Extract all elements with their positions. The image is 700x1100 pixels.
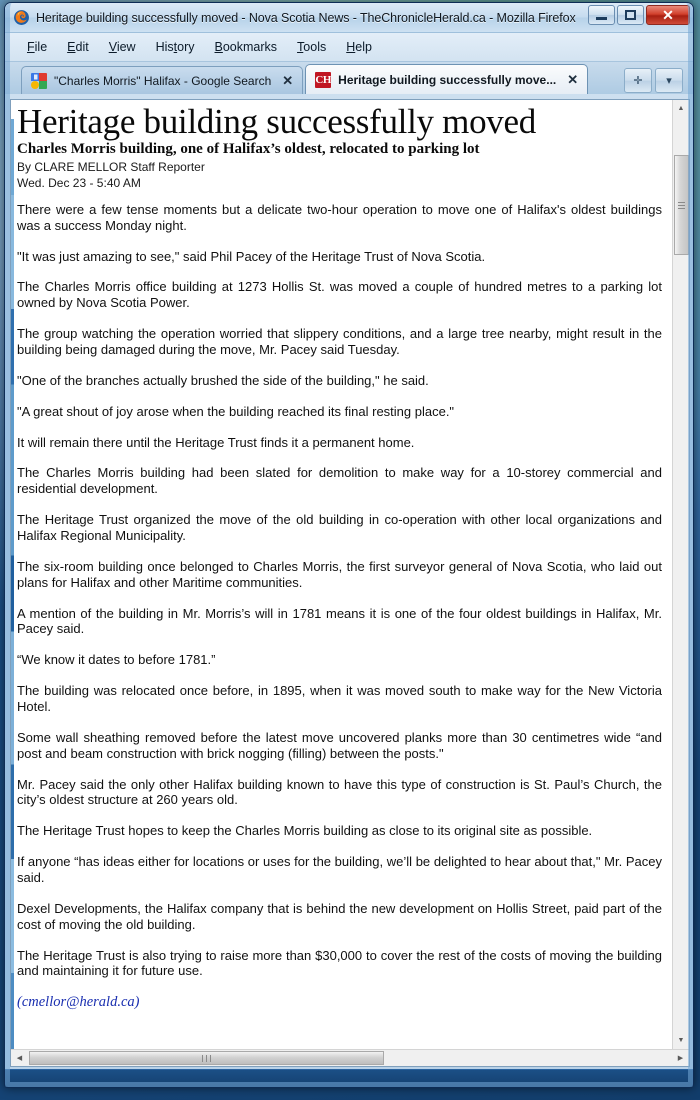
tab-chronicle-herald[interactable]: [305, 64, 588, 94]
article-paragraph: The Charles Morris office building at 1273 Hollis St. was moved a couple of hundred metres to a parking lot owned by Nova Scotia Power.: [17, 279, 662, 311]
tab-strip: [5, 62, 693, 94]
author-email-link[interactable]: (cmellor@herald.ca): [17, 994, 140, 1011]
maximize-icon: [625, 10, 636, 20]
chronicle-herald-favicon: CH: [315, 73, 331, 86]
article-paragraph: “We know it dates to before 1781.”: [17, 652, 216, 668]
tab-close-icon[interactable]: ✕: [567, 72, 579, 87]
horizontal-scroll-thumb[interactable]: [29, 1051, 384, 1065]
maximize-button[interactable]: [617, 5, 644, 25]
article-paragraph: The six-room building once belonged to Charles Morris, the first surveyor general of Nova Scotia, who laid out plans for Halifax and other Maritime communities.: [17, 558, 662, 590]
menu-item-view[interactable]: View: [108, 40, 136, 54]
menu-item-edit[interactable]: Edit: [67, 40, 89, 54]
scroll-down-button[interactable]: [673, 1032, 689, 1049]
article-paragraph: The Heritage Trust organized the move of the old building in co-operation with other local organizations and Halifax Regional Municipality.: [17, 512, 662, 544]
article-paragraph: Mr. Pacey said the only other Halifax building known to have this type of construction is St. Paul’s Church, the city’s oldest structure at 260 years old.: [17, 776, 662, 808]
menu-item-file[interactable]: File: [27, 40, 48, 54]
menu-item-tools[interactable]: Tools: [297, 40, 327, 54]
article-paragraph: "One of the branches actually brushed the side of the building," he said.: [17, 372, 429, 388]
triangle-down-icon: ▼: [677, 1037, 685, 1044]
browser-content-area: [10, 99, 690, 1067]
grip-icon: [201, 1055, 213, 1062]
tab-label: "Charles Morris" Halifax - Google Search: [54, 73, 272, 88]
title-bar[interactable]: [5, 3, 693, 33]
article-paragraph: It will remain there until the Heritage Trust finds it a permanent home.: [17, 434, 415, 450]
horizontal-scrollbar[interactable]: [11, 1049, 689, 1066]
close-icon: ✕: [662, 7, 674, 23]
article-paragraph: If anyone “has ideas either for locations or uses for the building, we’ll be delighted to hear about that," Mr. Pacey said.: [17, 854, 662, 886]
article-paragraph: The Heritage Trust hopes to keep the Charles Morris building as close to its original site as possible.: [17, 823, 593, 839]
close-button[interactable]: [646, 5, 690, 25]
vertical-scroll-thumb[interactable]: [674, 155, 689, 255]
article-byline: By CLARE MELLOR Staff Reporter: [17, 160, 205, 175]
vertical-scrollbar[interactable]: [672, 100, 689, 1049]
text-selection-stripe: [11, 100, 14, 1049]
google-favicon: [31, 73, 47, 89]
triangle-right-icon: ▶: [677, 1055, 684, 1062]
article-paragraph: There were a few tense moments but a delicate two-hour operation to move one of Halifax's oldest buildings was a success Monday night.: [17, 201, 662, 233]
article-paragraph: The Charles Morris building had been slated for demolition to make way for a 10-storey commercial and residential development.: [17, 465, 662, 497]
article-paragraph: "A great shout of joy arose when the building reached its final resting place.": [17, 403, 455, 419]
article-body: [17, 202, 662, 1012]
article-paragraph: The Heritage Trust is also trying to raise more than $30,000 to cover the rest of the costs of moving the building and maintaining it for future use.: [17, 947, 662, 979]
article-paragraph: Dexel Developments, the Halifax company that is behind the new development on Hollis Street, paid part of the cost of moving the old building.: [17, 900, 662, 932]
menu-item-help[interactable]: Help: [346, 40, 372, 54]
menu-bar: [5, 33, 693, 62]
article-paragraph: Some wall sheathing removed before the latest move uncovered planks more than 30 centimetres wide “and post and beam construction with brick nogging (filling) between the posts.": [17, 729, 662, 761]
scroll-right-button[interactable]: [672, 1050, 689, 1066]
tab-strip-tools: [621, 68, 693, 94]
grip-icon: [678, 200, 685, 211]
content-row: [11, 100, 689, 1049]
page-title: Heritage building successfully moved: [17, 102, 536, 141]
chevron-down-icon: ▾: [666, 75, 672, 87]
minimize-button[interactable]: [588, 5, 615, 25]
article-paragraph: "It was just amazing to see," said Phil Pacey of the Heritage Trust of Nova Scotia.: [17, 248, 486, 264]
browser-window: [4, 2, 694, 1088]
new-tab-button[interactable]: [624, 68, 652, 93]
triangle-up-icon: ▲: [677, 105, 685, 112]
minimize-icon: [596, 17, 607, 20]
firefox-icon: [13, 9, 30, 26]
list-all-tabs-button[interactable]: [655, 68, 683, 93]
window-bottom-edge: [5, 1069, 693, 1087]
menu-item-history[interactable]: History: [155, 40, 195, 54]
window-controls: [588, 5, 690, 25]
article-paragraph: A mention of the building in Mr. Morris’s will in 1781 means it is one of the four oldest buildings in Halifax, Mr. Pacey said.: [17, 605, 662, 637]
article-subhead: Charles Morris building, one of Halifax’s oldest, relocated to parking lot: [17, 140, 480, 157]
scroll-left-button[interactable]: [11, 1050, 28, 1066]
window-title: Heritage building successfully moved - Nova Scotia News - TheChronicleHerald.ca - Mozilla Firefox: [36, 10, 576, 25]
tab-close-icon[interactable]: ✕: [282, 73, 294, 88]
plus-icon: ✛: [633, 75, 643, 87]
article-paragraph: The building was relocated once before, in 1895, when it was moved south to make way for the New Victoria Hotel.: [17, 683, 662, 715]
triangle-left-icon: ◀: [16, 1055, 23, 1062]
article-page[interactable]: [11, 100, 672, 1049]
tab-label: Heritage building successfully move...: [338, 72, 557, 87]
scroll-up-button[interactable]: [673, 100, 689, 117]
menu-item-bookmarks[interactable]: Bookmarks: [214, 40, 278, 54]
tab-google-search[interactable]: [21, 66, 303, 94]
article-date: Wed. Dec 23 - 5:40 AM: [17, 176, 141, 191]
article-paragraph: The group watching the operation worried that slippery conditions, and a large tree nearby, might result in the building being damaged during the move, Mr. Pacey said Tuesday.: [17, 326, 662, 357]
